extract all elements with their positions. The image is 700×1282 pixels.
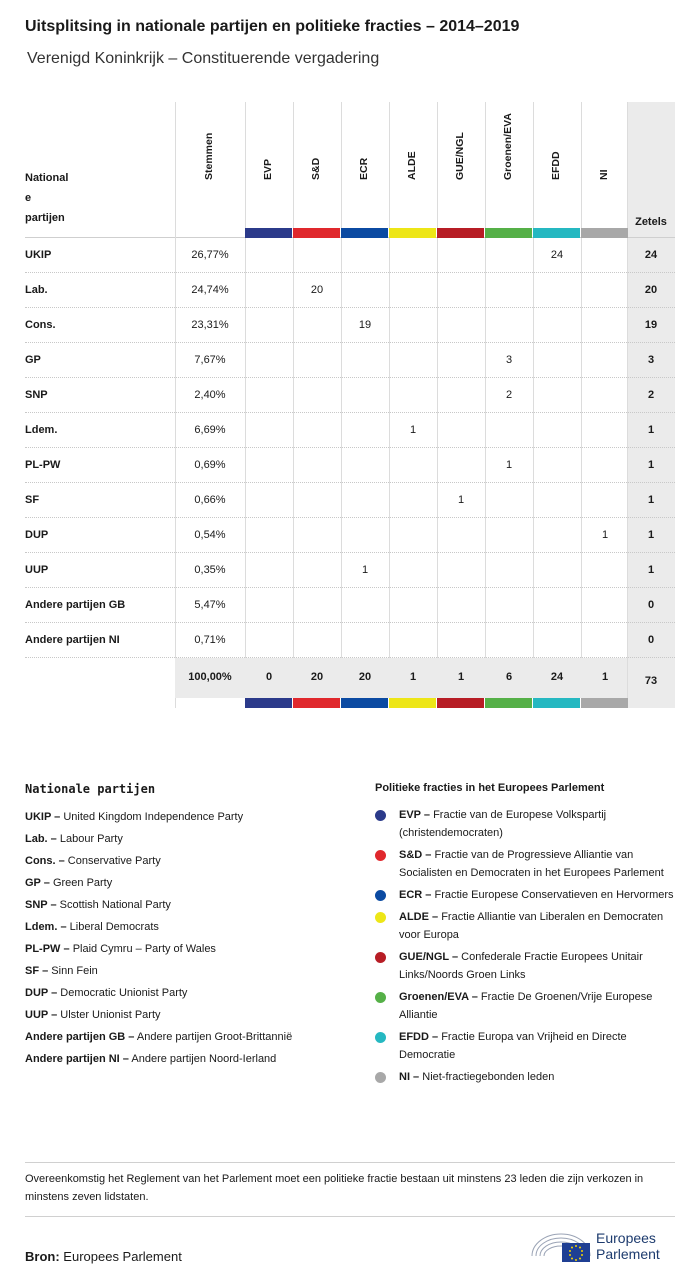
group-header: EFDD: [550, 151, 562, 180]
group-color-dot: [375, 952, 386, 963]
row-total: 19: [644, 319, 658, 331]
group-color-bar: [293, 228, 340, 238]
seat-count: 20: [310, 284, 324, 296]
legend-party-name: Andere partijen Groot-Brittannië: [136, 1031, 293, 1043]
divider: [25, 1162, 675, 1163]
legend-party-name: Labour Party: [59, 833, 123, 845]
vote-share: 26,77%: [191, 249, 229, 261]
party-name: DUP: [25, 529, 49, 541]
group-color-dot: [375, 992, 386, 1003]
group-color-bar: [581, 698, 628, 708]
logo-line: Europees: [596, 1230, 656, 1246]
group-total: 1: [457, 671, 465, 683]
group-total: 20: [358, 671, 372, 683]
group-total: 1: [601, 671, 609, 683]
legend-group-abbr: EVP –: [399, 809, 430, 821]
party-header-line: National: [25, 172, 69, 184]
legend-party-abbr: SF –: [25, 965, 49, 977]
legend-group-name: Fractie van de Progressieve Alliantie van Socialisten en Democraten in het Europees Parlement: [399, 849, 664, 879]
legend-group-name: Fractie De Groenen/Vrije Europese Alliantie: [399, 991, 653, 1021]
vote-share: 2,40%: [194, 389, 226, 401]
legend-group-item: [375, 846, 675, 882]
logo-text: [596, 1230, 660, 1262]
source: [25, 1249, 182, 1264]
vote-share: 5,47%: [194, 599, 226, 611]
group-color-bar: [245, 228, 292, 238]
table-row: [25, 273, 675, 308]
legend-group-item: [375, 806, 675, 842]
legend-party-name: Scottish National Party: [59, 899, 171, 911]
party-name: Lab.: [25, 284, 48, 296]
group-total: 24: [550, 671, 564, 683]
legend-group-abbr: Groenen/EVA –: [399, 991, 478, 1003]
group-header: NI: [598, 169, 610, 180]
legend-party-abbr: Lab. –: [25, 833, 57, 845]
party-name: PL-PW: [25, 459, 61, 471]
zetels-header: Zetels: [635, 216, 667, 228]
vote-share: 6,69%: [194, 424, 226, 436]
table-row: [25, 518, 675, 553]
legend-party-abbr: UUP –: [25, 1009, 58, 1021]
group-color-bar: [389, 698, 436, 708]
vote-share: 0,35%: [194, 564, 226, 576]
group-total: 0: [265, 671, 273, 683]
row-total: 2: [647, 389, 655, 401]
legend-party-name: Liberal Democrats: [69, 921, 159, 933]
legend-group-abbr: EFDD –: [399, 1031, 439, 1043]
legend-group-item: [375, 948, 675, 984]
legend-group-abbr: ECR –: [399, 889, 432, 901]
legend-group-name: Fractie Europa van Vrijheid en Directe Democratie: [399, 1031, 627, 1061]
legend-party-item: [25, 1026, 355, 1048]
legend-party-item: [25, 916, 355, 938]
group-color-dot: [375, 912, 386, 923]
row-total: 1: [647, 459, 655, 471]
source-value: Europees Parlement: [63, 1249, 182, 1264]
legend-party-name: Democratic Unionist Party: [60, 987, 188, 999]
party-column-header: [25, 168, 85, 228]
legend-party-item: [25, 828, 355, 850]
legend-party-item: [25, 960, 355, 982]
vote-share: 7,67%: [194, 354, 226, 366]
legend-group-item: [375, 908, 675, 944]
legend-party-abbr: DUP –: [25, 987, 58, 999]
seat-count: 1: [601, 529, 609, 541]
legend-party-name: Sinn Fein: [51, 965, 98, 977]
group-color-dot: [375, 810, 386, 821]
group-color-dot: [375, 1032, 386, 1043]
legend-group-abbr: S&D –: [399, 849, 432, 861]
row-total: 1: [647, 494, 655, 506]
legend-group-item: [375, 1068, 675, 1086]
group-total: 6: [505, 671, 513, 683]
legend-group-name: Fractie van de Europese Volkspartij (christendemocraten): [399, 809, 607, 839]
row-total: 24: [644, 249, 658, 261]
group-color-bar: [533, 228, 580, 238]
legend-group-item: [375, 988, 675, 1024]
legend-group-item: [375, 1028, 675, 1064]
row-total: 1: [647, 529, 655, 541]
party-name: Andere partijen NI: [25, 634, 120, 646]
legend-party-abbr: PL-PW –: [25, 943, 70, 955]
party-name: Ldem.: [25, 424, 58, 436]
legend-group-abbr: GUE/NGL –: [399, 951, 459, 963]
legend-party-abbr: SNP –: [25, 899, 57, 911]
group-color-bar: [437, 698, 484, 708]
legend-party-item: [25, 872, 355, 894]
source-label: Bron:: [25, 1249, 60, 1264]
group-color-bar: [485, 228, 532, 238]
legend-group-name: Fractie Alliantie van Liberalen en Democraten voor Europa: [399, 911, 664, 941]
legend-party-name: Ulster Unionist Party: [60, 1009, 161, 1021]
group-color-bar: [293, 698, 340, 708]
legend-party-name: Plaid Cymru – Party of Wales: [72, 943, 216, 955]
legend-groups-title: Politieke fracties in het Europees Parlement: [375, 782, 605, 794]
legend-group-name: Fractie Europese Conservatieven en Hervormers: [434, 889, 674, 901]
footnote: Overeenkomstig het Reglement van het Parlement moet een politieke fractie bestaan uit minstens 23 leden die zijn verkozen in minstens zeven lidstaten.: [25, 1173, 644, 1203]
legend-parties-title: Nationale partijen: [25, 782, 156, 796]
legend-group-name: Confederale Fractie Europees Unitair Links/Noords Groen Links: [399, 951, 643, 981]
table-row: [25, 623, 675, 658]
legend-party-abbr: Andere partijen GB –: [25, 1031, 135, 1043]
ep-logo: [528, 1226, 678, 1268]
party-name: Cons.: [25, 319, 56, 331]
legend-party-name: Conservative Party: [67, 855, 161, 867]
row-total: 0: [647, 634, 655, 646]
vote-share: 0,66%: [194, 494, 226, 506]
group-color-bar: [341, 698, 388, 708]
table-row: [25, 413, 675, 448]
legend-party-abbr: Ldem. –: [25, 921, 67, 933]
row-total: 1: [647, 564, 655, 576]
party-header-line: partijen: [25, 212, 65, 224]
group-header: EVP: [262, 158, 274, 180]
legend-party-item: [25, 894, 355, 916]
group-total: 20: [310, 671, 324, 683]
legend-party-item: [25, 982, 355, 1004]
group-color-bar: [389, 228, 436, 238]
legend-party-item: [25, 1004, 355, 1026]
legend-party-item: [25, 850, 355, 872]
row-total: 0: [647, 599, 655, 611]
group-color-dot: [375, 1072, 386, 1083]
legend-party-item: [25, 938, 355, 960]
group-color-bar: [437, 228, 484, 238]
table-row: [25, 483, 675, 518]
legend-party-abbr: Cons. –: [25, 855, 65, 867]
legend-party-abbr: Andere partijen NI –: [25, 1053, 129, 1065]
group-header: Groenen/EVA: [502, 113, 514, 180]
party-name: SNP: [25, 389, 48, 401]
vote-share: 0,69%: [194, 459, 226, 471]
legend-party-name: Green Party: [52, 877, 113, 889]
page-subtitle: Verenigd Koninkrijk – Constituerende vergadering: [27, 50, 380, 67]
group-color-bar: [341, 228, 388, 238]
party-header-line: e: [25, 192, 32, 204]
table-row: [25, 308, 675, 343]
row-total: 1: [647, 424, 655, 436]
row-total: 3: [647, 354, 655, 366]
table-row: [25, 378, 675, 413]
seat-count: 1: [409, 424, 417, 436]
logo-line: Parlement: [596, 1246, 660, 1262]
legend-party-item: [25, 1048, 355, 1070]
legend-party-item: [25, 806, 355, 828]
party-name: Andere partijen GB: [25, 599, 126, 611]
group-header: GUE/NGL: [454, 132, 466, 180]
legend-group-abbr: ALDE –: [399, 911, 439, 923]
group-color-bar: [485, 698, 532, 708]
vote-share: 0,54%: [194, 529, 226, 541]
vote-share: 24,74%: [191, 284, 229, 296]
group-header: ECR: [358, 157, 370, 180]
totals-row: [175, 658, 627, 698]
vote-share: 0,71%: [194, 634, 226, 646]
legend-party-abbr: UKIP –: [25, 811, 61, 823]
table-row: [25, 238, 675, 273]
legend-group-item: [375, 886, 675, 904]
legend-national-parties: [25, 782, 355, 1070]
legend-group-abbr: NI –: [399, 1071, 420, 1083]
table-header: [25, 102, 675, 238]
party-name: UUP: [25, 564, 49, 576]
legend-party-name: Andere partijen Noord-Ierland: [131, 1053, 277, 1065]
group-color-dot: [375, 890, 386, 901]
table-row: [25, 448, 675, 483]
group-color-bar: [581, 228, 628, 238]
table-row: [25, 588, 675, 623]
seat-count: 19: [358, 319, 372, 331]
legend-party-abbr: GP –: [25, 877, 50, 889]
seat-count: 24: [550, 249, 564, 261]
group-color-bar: [245, 698, 292, 708]
party-name: SF: [25, 494, 40, 506]
seat-count: 1: [505, 459, 513, 471]
legend-political-groups: [375, 782, 675, 1090]
legend-party-name: United Kingdom Independence Party: [63, 811, 244, 823]
vote-share: 23,31%: [191, 319, 229, 331]
divider: [25, 1216, 675, 1217]
table-row: [25, 343, 675, 378]
group-total: 1: [409, 671, 417, 683]
table-row: [25, 553, 675, 588]
hemicycle-icon: [528, 1226, 594, 1266]
seat-count: 1: [361, 564, 369, 576]
page-title: Uitsplitsing in nationale partijen en politieke fracties – 2014–2019: [25, 18, 520, 35]
grand-total: 73: [644, 675, 658, 687]
legend-group-name: Niet-fractiegebonden leden: [422, 1071, 555, 1083]
total-pct: 100,00%: [188, 671, 232, 683]
stemmen-header: Stemmen: [203, 132, 215, 180]
seat-count: 1: [457, 494, 465, 506]
group-color-bar: [533, 698, 580, 708]
party-name: UKIP: [25, 249, 52, 261]
seat-count: 3: [505, 354, 513, 366]
party-name: GP: [25, 354, 41, 366]
row-total: 20: [644, 284, 658, 296]
group-header: ALDE: [406, 151, 418, 180]
group-header: S&D: [310, 157, 322, 180]
group-color-dot: [375, 850, 386, 861]
seat-count: 2: [505, 389, 513, 401]
